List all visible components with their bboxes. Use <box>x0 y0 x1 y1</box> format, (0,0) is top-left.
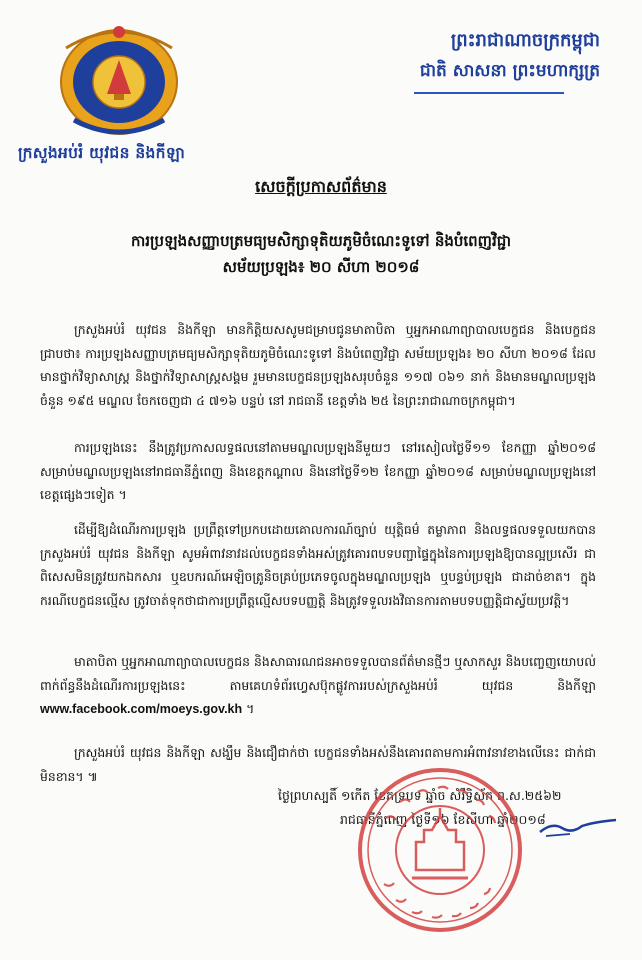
national-motto: ជាតិ សាសនា ព្រះមហាក្សត្រ <box>419 61 600 81</box>
paragraph-results <box>40 436 596 507</box>
paragraph-1-text: ក្រសួងអប់រំ យុវជន និងកីឡា មានកិត្តិយសសូមជម្រាបជូនមាតាបិតា ឬអ្នកអាណាព្យាបាលបេក្ខជន និងបេក្ខជនជ្រាបថា៖ ការប្រឡងសញ្ញាបត្រមធ្យមសិក្សាទុតិយភូមិចំណេះទូទៅ និងបំពេញវិជ្ជា សម័យប្រឡង៖ ២០ សីហា ២០១៨ ដែលមានថ្នាក់វិទ្យាសាស្ត្រ និងថ្នាក់វិទ្យាសាស្ត្រសង្គម រួមមានបេក្ខជនប្រឡងសរុបចំនួន ១១៧ ០៦១ នាក់ និងមានមណ្ឌលប្រឡងចំនួន ១៩៥ មណ្ឌល ចែកចេញជា ៤ ៧១៦ បន្ទប់ នៅ រាជធានី ខេត្តទាំង ២៥ នៃព្រះរាជាណាចក្រកម្ពុជា។ <box>40 322 596 408</box>
paragraph-announcement <box>40 318 596 412</box>
motto-divider <box>414 92 564 94</box>
paragraph-2-text: ការប្រឡងនេះ នឹងត្រូវប្រកាសលទ្ធផលនៅតាមមណ្ឌលប្រឡងនីមួយៗ នៅរសៀលថ្ងៃទី១១ ខែកញ្ញា ឆ្នាំ២០១៨ សម្រាប់មណ្ឌលប្រឡងនៅរាជធានីភ្នំពេញ និងខេត្តកណ្ដាល និងនៅថ្ងៃទី១២ ខែកញ្ញា ឆ្នាំ២០១៨ សម្រាប់មណ្ឌលប្រឡងនៅខេត្តផ្សេងៗទៀត ។ <box>40 440 596 502</box>
lunar-date: ថ្ងៃព្រហស្បតិ៍ ១កើត ខែភទ្របទ ឆ្នាំច សំរឹទ្ធិស័ក ព.ស.២៥៦២ <box>278 788 562 803</box>
paragraph-4-text: មាតាបិតា ឬអ្នកអាណាព្យាបាលបេក្ខជន និងសាធារណជនអាចទទួលបានព័ត៌មានថ្មីៗ ឬសាកសួរ និងបញ្ចេញយោបល់ពាក់ព័ន្ធនឹងដំណើរការប្រឡងនេះ តាមគេហទំព័រហ្វេសប៊ុកផ្លូវការរបស់ក្រសួងអប់រំ យុវជន និងកីឡា <box>40 654 596 693</box>
paragraph-5-text: ក្រសួងអប់រំ យុវជន និងកីឡា សង្ឃឹម និងជឿជាក់ថា បេក្ខជនទាំងអស់នឹងគោរពតាមការអំពាវនាវខាងលើនេះ ជាក់ជាមិនខាន។ ៕ <box>40 745 596 784</box>
facebook-link[interactable]: www.facebook.com/moeys.gov.kh <box>40 702 243 716</box>
paragraph-3-text: ដើម្បីឱ្យដំណើរការប្រឡង ប្រព្រឹត្តទៅប្រកបដោយគោលការណ៍ច្បាប់ យុត្តិធម៌ តម្លាភាព និងលទ្ធផលទទួលយកបាន ក្រសួងអប់រំ យុវជន និងកីឡា សូមអំពាវនាវដល់បេក្ខជនទាំងអស់ត្រូវគោរពបទបញ្ជាផ្ទៃក្នុងនៃការប្រឡងឱ្យបានល្អប្រសើរ ជាពិសេសមិនត្រូវយកឯកសារ ឬឧបករណ៍អេឡិចត្រូនិចគ្រប់ប្រភេទចូលក្នុងមណ្ឌលប្រឡង ឬបន្ទប់ប្រឡង ជាដាច់ខាត។ ក្នុងករណីបេក្ខជនល្មើស ត្រូវចាត់ទុកថាជាការប្រព្រឹត្តល្មើសបទបញ្ញត្តិ និងត្រូវទទួលរងវិធានការតាមបទបញ្ញត្តិជាស្វ័យប្រវត្តិ។ <box>40 522 596 608</box>
exam-title: ការប្រឡងសញ្ញាបត្រមធ្យមសិក្សាទុតិយភូមិចំណេះទូទៅ និងបំពេញវិជ្ជា <box>130 232 511 250</box>
signature-icon <box>536 808 620 842</box>
exam-session: សម័យប្រឡង៖ ២០ សីហា ២០១៨ <box>222 258 420 276</box>
ministry-emblem-icon <box>44 20 194 138</box>
solar-date: រាជធានីភ្នំពេញ ថ្ងៃទី១៦ ខែសីហា ឆ្នាំ២០១៨ <box>340 812 546 827</box>
paragraph-4-end: ។ <box>242 701 255 716</box>
document-title: សេចក្ដីប្រកាសព័ត៌មាន <box>255 177 387 196</box>
ministry-name: ក្រសួងអប់រំ យុវជន និងកីឡា <box>18 144 186 162</box>
official-seal-icon <box>356 766 524 934</box>
kingdom-title: ព្រះរាជាណាចក្រកម្ពុជា <box>450 30 600 51</box>
paragraph-contact <box>40 650 596 722</box>
paragraph-rules <box>40 518 596 612</box>
